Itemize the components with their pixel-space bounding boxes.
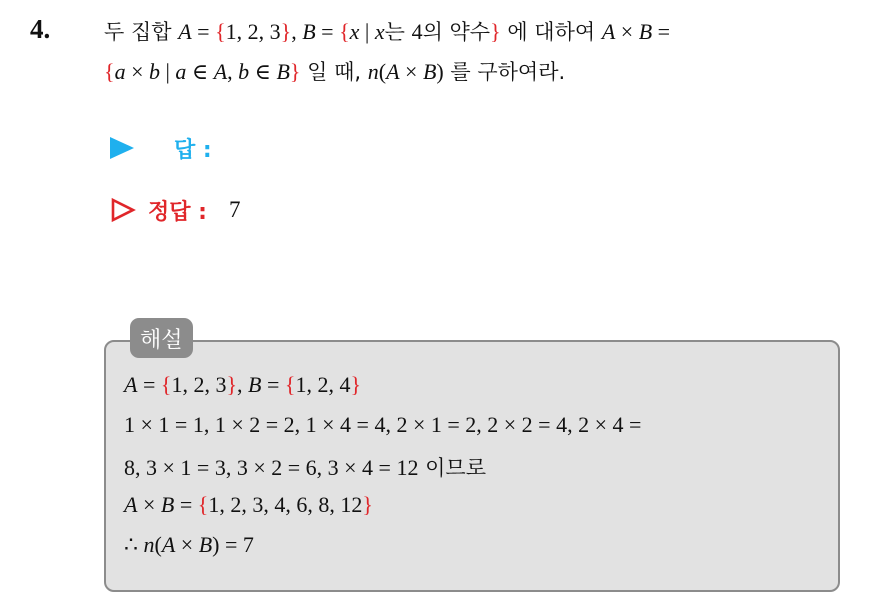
text-segment: B xyxy=(422,59,437,84)
text-segment: 1, 2, 4 xyxy=(295,372,351,397)
text-segment: , xyxy=(237,372,248,397)
text-segment: a xyxy=(175,59,187,84)
text-segment: B xyxy=(198,532,213,557)
text-segment: B xyxy=(302,19,316,44)
text-segment: n xyxy=(143,532,155,557)
text-segment: = xyxy=(191,19,216,44)
text-segment: ∴ xyxy=(124,532,144,557)
explanation-line xyxy=(124,412,641,438)
text-segment: × xyxy=(175,532,199,557)
outline-play-triangle-icon xyxy=(110,197,136,223)
text-segment: 8, 3 × 1 = 3, 3 × 2 = 6, 3 × 4 = 12 xyxy=(124,455,419,480)
explanation-title: 해설 xyxy=(130,318,193,358)
text-segment: 1 × 1 = 1, 1 × 2 = 2, 1 × 4 = 4, 2 × 1 = 2, 2 × 2 = 4, 2 × 4 = xyxy=(124,412,642,437)
text-segment: = xyxy=(174,492,198,517)
text-segment: × xyxy=(399,59,423,84)
text-segment: B xyxy=(160,492,175,517)
text-segment: x xyxy=(349,19,360,44)
text-segment: = xyxy=(261,372,285,397)
text-segment: } xyxy=(289,59,301,84)
correct-answer-label: 정답 : xyxy=(148,199,207,225)
text-segment: 1, 2, 3 xyxy=(225,19,281,44)
text-segment: B xyxy=(638,19,653,44)
explanation-line xyxy=(124,492,373,518)
text-segment: 이므로 xyxy=(418,456,486,480)
text-segment: { xyxy=(339,19,350,44)
text-segment: × xyxy=(125,59,149,84)
text-segment: { xyxy=(197,492,209,517)
answer-label: 답 : xyxy=(174,137,212,163)
text-segment: × xyxy=(615,19,639,44)
text-segment: = xyxy=(137,372,161,397)
text-segment: } xyxy=(490,19,501,44)
text-segment: 의 약수 xyxy=(422,20,491,44)
explanation-line xyxy=(124,452,486,482)
answer-row xyxy=(110,128,212,168)
text-segment: 를 구하여라. xyxy=(443,60,566,84)
correct-answer-value: 7 xyxy=(228,197,241,222)
text-segment: a xyxy=(114,59,126,84)
text-segment: } xyxy=(362,492,373,517)
text-segment: 두 집합 xyxy=(104,20,179,44)
text-segment: 1, 2, 3 xyxy=(171,372,227,397)
text-segment: = xyxy=(315,19,340,44)
text-segment: B xyxy=(276,59,290,84)
question-text-line-2 xyxy=(104,56,565,86)
text-segment: { xyxy=(104,59,115,84)
text-segment: 에 대하여 xyxy=(500,20,602,44)
text-segment: } xyxy=(350,372,361,397)
text-segment: , xyxy=(227,59,239,84)
text-segment: n xyxy=(367,59,379,84)
text-segment: } xyxy=(280,19,292,44)
text-segment: { xyxy=(215,19,226,44)
text-segment: } xyxy=(226,372,237,397)
text-segment: { xyxy=(160,372,172,397)
explanation-line xyxy=(124,372,361,398)
text-segment: A xyxy=(161,532,176,557)
text-segment: 1, 2, 3, 4, 6, 8, 12 xyxy=(208,492,363,517)
text-segment: A xyxy=(213,59,228,84)
text-segment: A xyxy=(124,492,138,517)
text-segment: B xyxy=(248,372,262,397)
text-segment: A xyxy=(178,19,192,44)
text-segment: ) xyxy=(436,59,444,84)
text-segment: A xyxy=(386,59,400,84)
text-segment: ∈ xyxy=(249,59,277,84)
text-segment: 는 xyxy=(384,20,412,44)
text-segment: { xyxy=(284,372,296,397)
correct-answer-row xyxy=(110,190,240,230)
text-segment: ) = 7 xyxy=(212,532,254,557)
text-segment: b xyxy=(238,59,250,84)
text-segment: b xyxy=(148,59,160,84)
text-segment: , xyxy=(291,19,303,44)
explanation-line xyxy=(124,532,254,558)
solid-play-triangle-icon xyxy=(110,137,134,159)
question-number: 4. xyxy=(30,14,51,44)
text-segment: ∈ xyxy=(186,59,214,84)
text-segment: | xyxy=(359,19,375,44)
text-segment: 일 때, xyxy=(300,60,368,84)
text-segment: A xyxy=(601,19,616,44)
text-segment: × xyxy=(137,492,161,517)
text-segment: A xyxy=(124,372,138,397)
text-segment: ( xyxy=(154,532,162,557)
text-segment: 4 xyxy=(411,19,423,44)
text-segment: ( xyxy=(378,59,387,84)
text-segment: = xyxy=(652,19,671,44)
text-segment: | xyxy=(159,59,176,84)
text-segment: x xyxy=(374,19,385,44)
question-text-line-1 xyxy=(104,16,670,46)
